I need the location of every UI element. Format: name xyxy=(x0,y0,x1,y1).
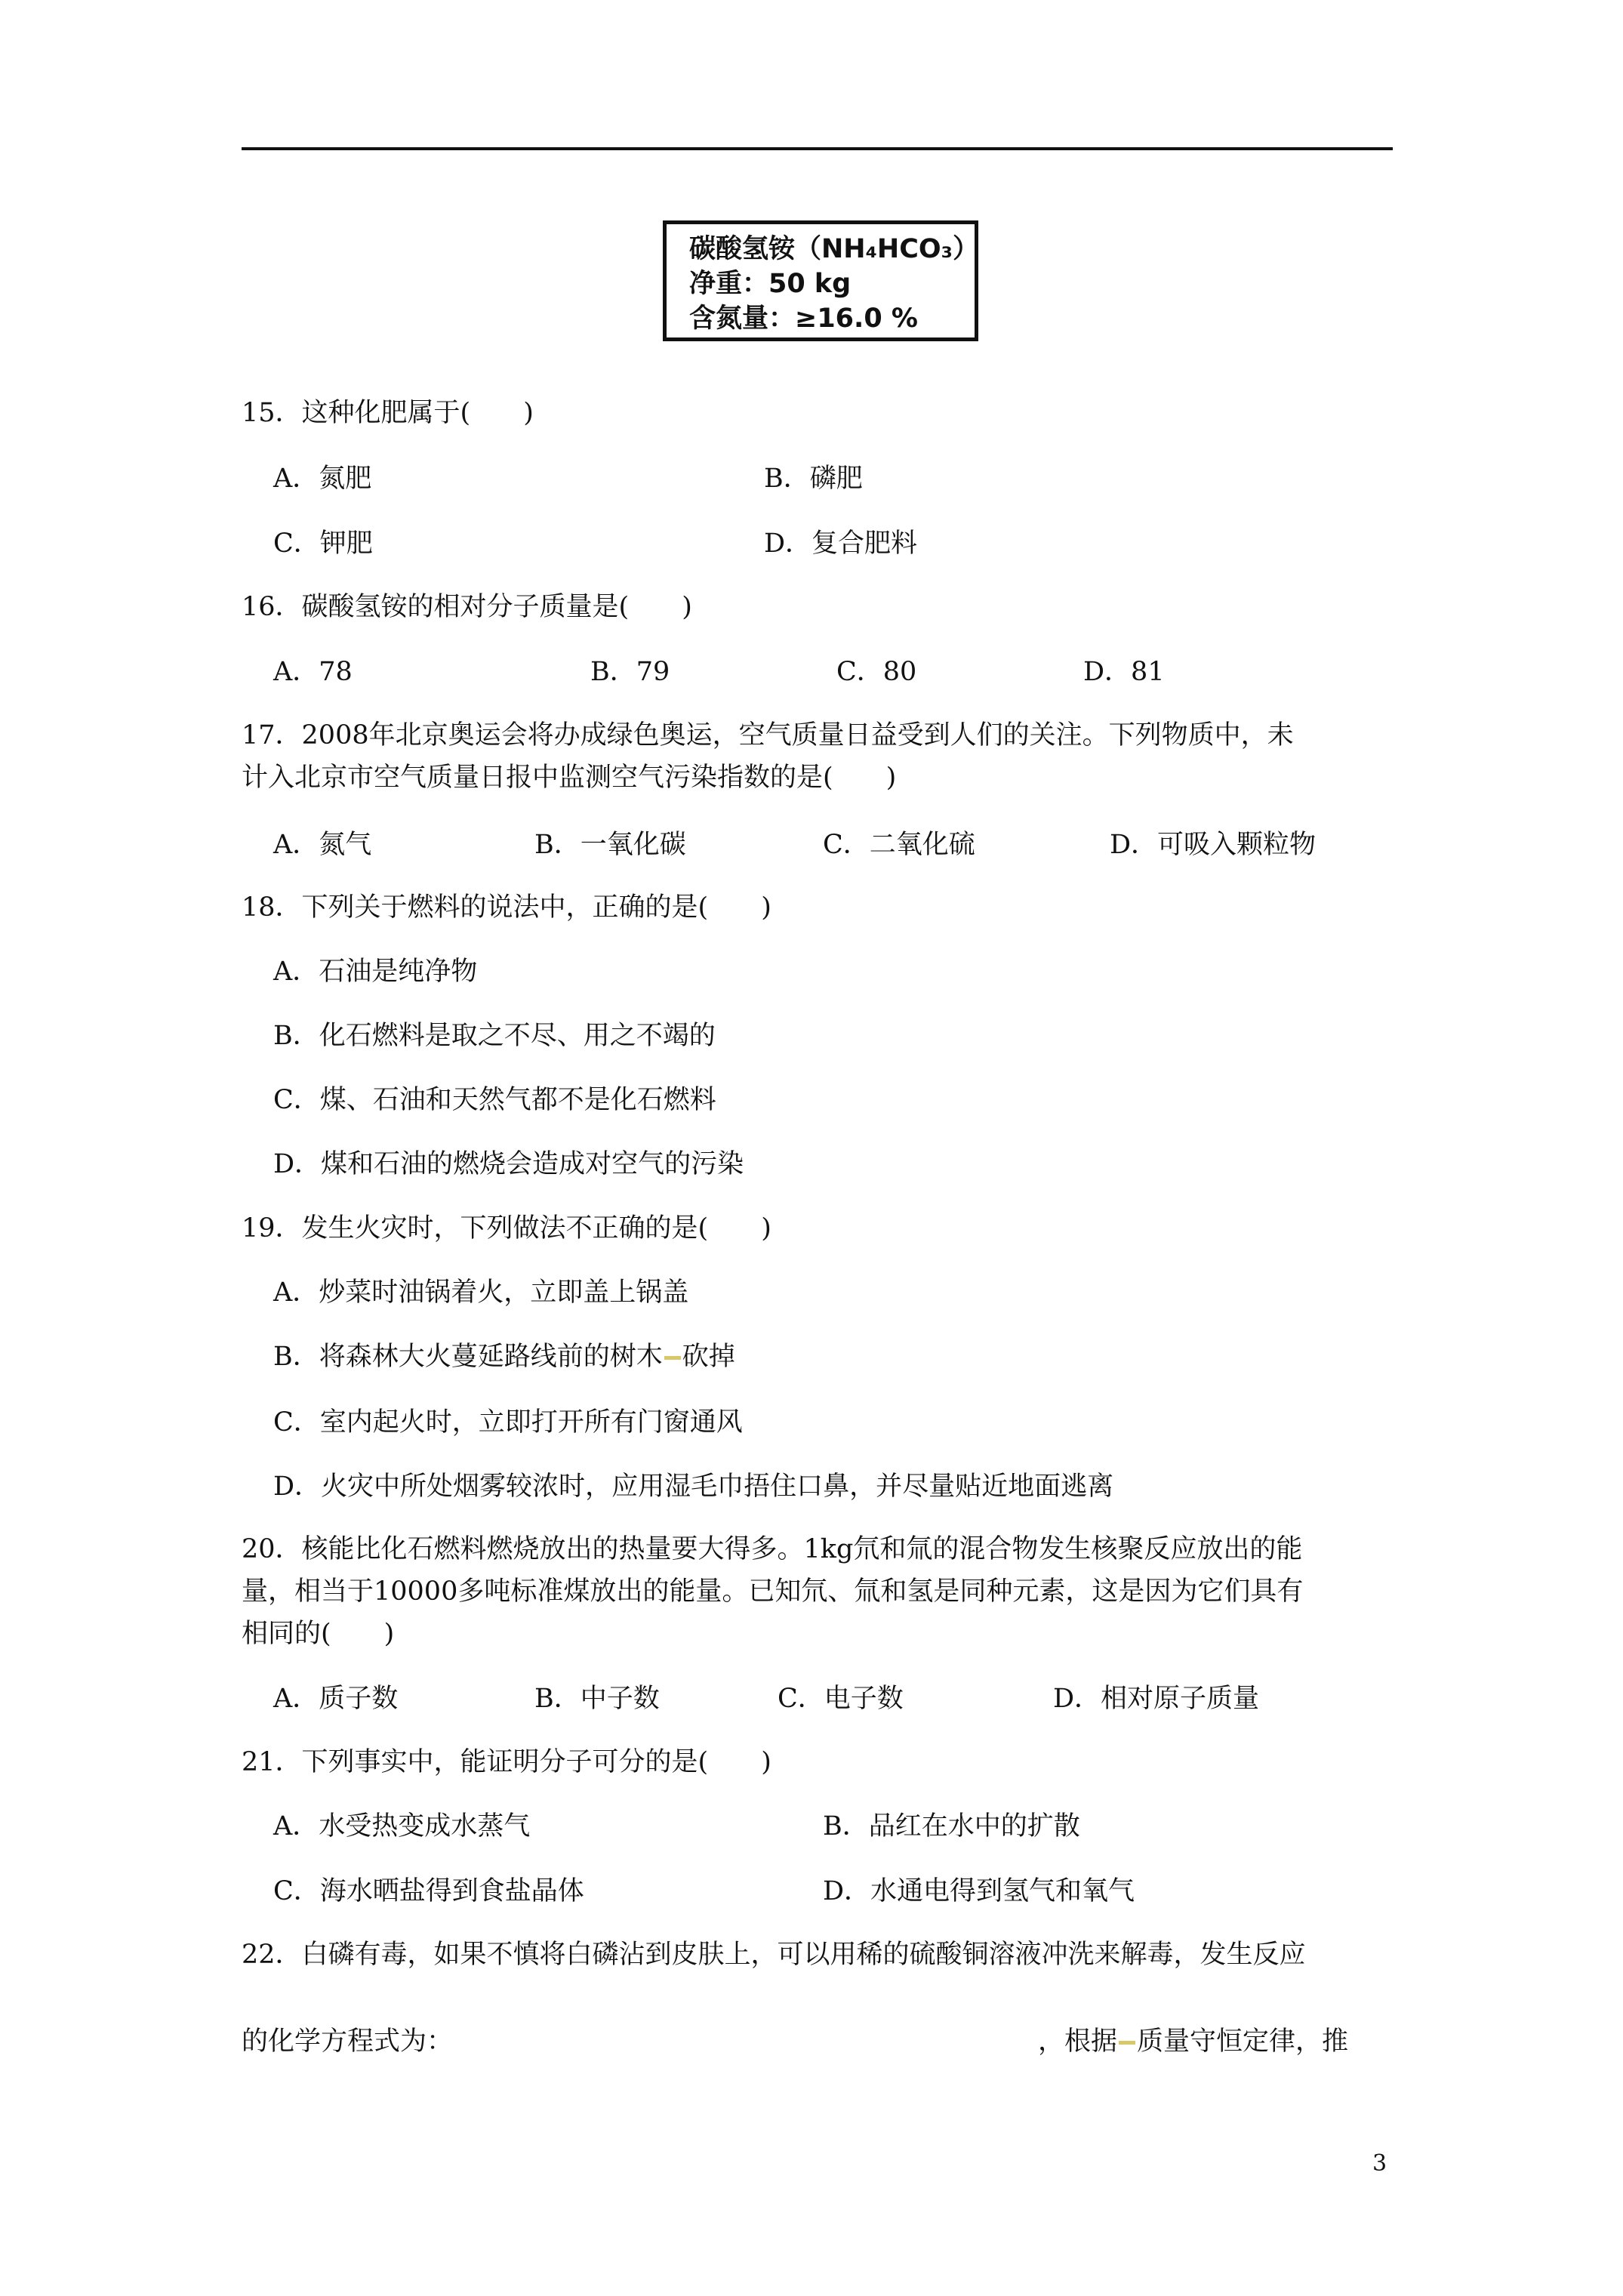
question-19-stem: 19．发生火灾时，下列做法不正确的是( ) xyxy=(242,1213,771,1244)
question-17-stem-line2: 计入北京市空气质量日报中监测空气污染指数的是( ) xyxy=(242,763,897,793)
q22-tail-text: 质量守恒定律，推 xyxy=(1137,2026,1349,2057)
q21-option-a: A．水受热变成水蒸气 xyxy=(273,1811,531,1841)
q19-option-c: C．室内起火时，立即打开所有门窗通风 xyxy=(273,1407,743,1438)
question-15-stem: 15．这种化肥属于( ) xyxy=(242,398,534,428)
q21-option-c: C．海水晒盐得到食盐晶体 xyxy=(273,1876,584,1906)
question-22-line2-end xyxy=(1038,2025,1348,2058)
highlight-mark xyxy=(1119,2041,1135,2045)
question-21-stem: 21．下列事实中，能证明分子可分的是( ) xyxy=(242,1747,771,1777)
q18-option-a: A．石油是纯净物 xyxy=(273,957,478,987)
q17-option-a: A．氮气 xyxy=(273,830,372,860)
q15-option-c: C．钾肥 xyxy=(273,529,373,559)
q17-option-c: C．二氧化硫 xyxy=(823,830,975,860)
question-22-line2-start: 的化学方程式为： xyxy=(242,2026,454,2057)
q15-option-d: D．复合肥料 xyxy=(764,529,918,559)
question-18-stem: 18．下列关于燃料的说法中，正确的是( ) xyxy=(242,892,771,923)
q17-option-b: B．一氧化碳 xyxy=(534,830,686,860)
question-17-stem-line1: 17．2008年北京奥运会将办成绿色奥运，空气质量日益受到人们的关注。下列物质中，未 xyxy=(242,720,1294,750)
q16-option-c: C．80 xyxy=(836,657,917,687)
page-number: 3 xyxy=(1372,2150,1387,2177)
q18-option-b: B．化石燃料是取之不尽、用之不竭的 xyxy=(273,1021,716,1051)
header-rule xyxy=(242,147,1393,150)
q19-option-d: D．火灾中所处烟雾较浓时，应用湿毛巾捂住口鼻，并尽量贴近地面逃离 xyxy=(273,1472,1114,1502)
label-nitrogen: 含氮量：≥16.0 % xyxy=(689,304,918,334)
q19-option-b xyxy=(273,1340,735,1373)
q16-option-d: D．81 xyxy=(1083,657,1165,687)
q21-option-d: D．水通电得到氢气和氧气 xyxy=(823,1876,1135,1906)
q20-option-d: D．相对原子质量 xyxy=(1053,1684,1260,1714)
highlight-mark xyxy=(664,1356,681,1360)
q20-option-a: A．质子数 xyxy=(273,1684,399,1714)
q18-option-c: C．煤、石油和天然气都不是化石燃料 xyxy=(273,1085,716,1115)
question-20-stem-line1: 20．核能比化石燃料燃烧放出的热量要大得多。1kg氘和氚的混合物发生核聚反应放出的能 xyxy=(242,1534,1303,1564)
q16-option-b: B．79 xyxy=(590,657,670,687)
q20-option-c: C．电子数 xyxy=(778,1684,904,1714)
q20-option-b: B．中子数 xyxy=(534,1684,660,1714)
question-22-stem: 22．白磷有毒，如果不慎将白磷沾到皮肤上，可以用稀的硫酸铜溶液冲洗来解毒，发生反应 xyxy=(242,1940,1306,1970)
fertilizer-label xyxy=(663,220,978,341)
q16-option-a: A．78 xyxy=(273,657,353,687)
q21-option-b: B．品红在水中的扩散 xyxy=(823,1811,1080,1841)
q19-option-b-text: B．将森林大火蔓延路线前的树木 xyxy=(273,1342,663,1372)
q19-option-b-tail: 砍掉 xyxy=(682,1342,735,1372)
question-20-stem-line3: 相同的( ) xyxy=(242,1619,395,1649)
label-name: 碳酸氢铵（NH₄HCO₃） xyxy=(689,234,979,264)
q15-option-a: A．氮肥 xyxy=(273,464,372,494)
q22-comma-text: ，根据 xyxy=(1038,2026,1118,2057)
q18-option-d: D．煤和石油的燃烧会造成对空气的污染 xyxy=(273,1149,744,1179)
label-weight: 净重：50 kg xyxy=(689,269,852,299)
question-16-stem: 16．碳酸氢铵的相对分子质量是( ) xyxy=(242,592,692,622)
q19-option-a: A．炒菜时油锅着火，立即盖上锅盖 xyxy=(273,1277,689,1308)
question-20-stem-line2: 量，相当于10000多吨标准煤放出的能量。已知氘、氚和氢是同种元素，这是因为它们具有 xyxy=(242,1576,1304,1607)
q17-option-d: D．可吸入颗粒物 xyxy=(1110,830,1317,860)
q15-option-b: B．磷肥 xyxy=(764,464,863,494)
